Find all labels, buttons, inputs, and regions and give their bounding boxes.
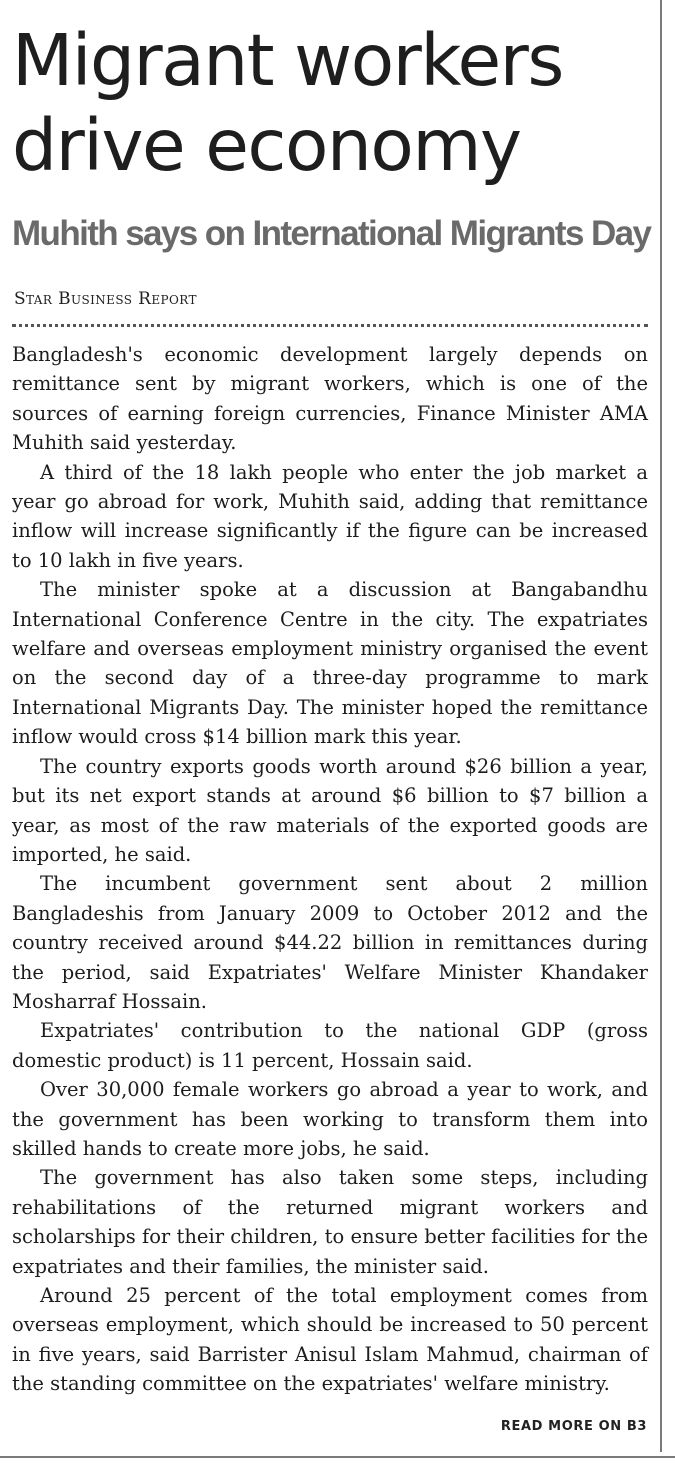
subheadline: Muhith says on International Migrants Day bbox=[12, 214, 651, 253]
paragraph: Over 30,000 female workers go abroad a year to work, and the government has been working to transform them into skilled hands to create more jobs, he said. bbox=[12, 1078, 648, 1160]
read-more-link[interactable]: READ MORE ON B3 bbox=[500, 1419, 647, 1434]
paragraph: The incumbent government sent about 2 million Bangladeshis from January 2009 to October 2012 and the country received around $44.22 billion in remittances during the period, said Expatriates' Welfare Minister Khandaker Mosharraf Hossain. bbox=[12, 872, 648, 1013]
paragraph: Bangladesh's economic development largely depends on remittance sent by migrant workers, which is one of the sources of earning foreign currencies, Finance Minister AMA Muhith said yesterday. bbox=[12, 343, 648, 455]
dotted-divider bbox=[12, 324, 648, 327]
article-body bbox=[12, 340, 648, 1399]
headline: Migrant workers drive economy bbox=[12, 19, 563, 187]
paragraph: Expatriates' contribution to the national GDP (gross domestic product) is 11 percent, Hossain said. bbox=[12, 1019, 648, 1072]
paragraph: The country exports goods worth around $26 billion a year, but its net export stands at around $6 billion to $7 billion a year, as most of the raw materials of the exported goods are imported, he said. bbox=[12, 754, 648, 866]
paragraph: A third of the 18 lakh people who enter the job market a year go abroad for work, Muhith said, adding that remittance inflow will increase significantly if the figure can be increased to 10 lakh in five years. bbox=[12, 460, 648, 572]
paragraph: Around 25 percent of the total employment comes from overseas employment, which should be increased to 50 percent in five years, said Barrister Anisul Islam Mahmud, chairman of the standing committee on the expatriates' welfare ministry. bbox=[12, 1284, 648, 1396]
bottom-rule bbox=[0, 1456, 675, 1458]
byline: Star Business Report bbox=[14, 289, 197, 309]
paragraph: The government has also taken some steps, including rehabilitations of the returned migrant workers and scholarships for their children, to ensure better facilities for the expatriates and their families, the minister said. bbox=[12, 1166, 648, 1278]
paragraph: The minister spoke at a discussion at Bangabandhu International Conference Centre in the city. The expatriates welfare and overseas employment ministry organised the event on the second day of a three-day programme to mark International Migrants Day. The minister hoped the remittance inflow would cross $14 billion mark this year. bbox=[12, 578, 648, 749]
column-rule bbox=[660, 0, 662, 1452]
